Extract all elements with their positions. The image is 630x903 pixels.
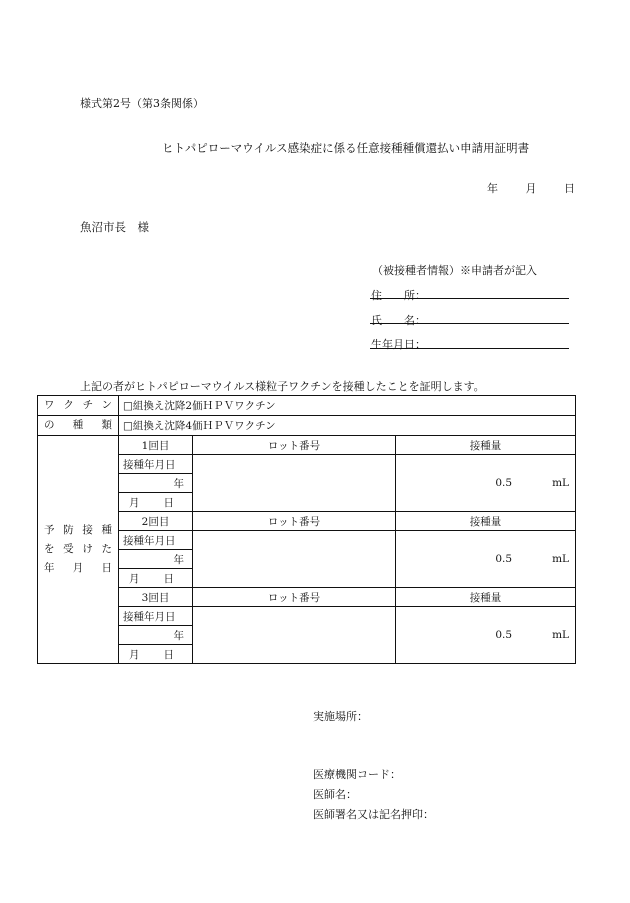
facility-code-label: 医療機関コード： — [313, 768, 401, 781]
dose-2-date-label: 接種年月日 — [119, 531, 193, 550]
dob-field[interactable] — [370, 348, 569, 349]
certification-text: 上記の者がヒトパピローマウイルス様粒子ワクチンを接種したことを証明します。 — [80, 380, 485, 393]
dose-1-amount-unit: mL — [552, 477, 569, 489]
vaccine-option-2valent[interactable]: □組換え沈降2価ＨＰＶワクチン — [119, 396, 576, 416]
location-label: 実施場所： — [313, 710, 368, 723]
form-number: 様式第2号（第3条関係） — [80, 97, 204, 110]
dose-3-amount-value: 0.5 — [495, 629, 513, 641]
dose-2-amount — [396, 531, 576, 588]
dose-1-day: 日 — [163, 496, 174, 509]
dose-2-amount-value: 0.5 — [495, 553, 513, 565]
vaccination-date-label-line2: を受けた — [44, 543, 112, 555]
vaccine-type-label-2: の種類 — [38, 416, 119, 436]
name-field[interactable] — [370, 323, 569, 324]
date-month: 月 — [525, 182, 537, 195]
vaccine-type-row-2 — [38, 416, 576, 436]
dose-1-month-day[interactable] — [119, 493, 193, 512]
dose-1-date-label: 接種年月日 — [119, 455, 193, 474]
dose-3-label: 3回目 — [119, 588, 193, 607]
dose-3-date-row — [38, 607, 576, 626]
dose-2-year[interactable]: 年 — [119, 550, 193, 569]
dose-3-year[interactable]: 年 — [119, 626, 193, 645]
dose-1-label: 1回目 — [119, 436, 193, 455]
date-day: 日 — [564, 182, 575, 195]
dose-3-amount — [396, 607, 576, 664]
dose-1-year[interactable]: 年 — [119, 474, 193, 493]
dose-1-lot-number[interactable] — [193, 455, 396, 512]
dose-1-amount-header: 接種量 — [396, 436, 576, 455]
dose-2-label: 2回目 — [119, 512, 193, 531]
dose-3-month: 月 — [129, 648, 140, 661]
vaccination-date-label-line1: 予防接種 — [44, 524, 112, 536]
dose-3-lot-header: ロット番号 — [193, 588, 396, 607]
dose-2-lot-number[interactable] — [193, 531, 396, 588]
dose-3-lot-number[interactable] — [193, 607, 396, 664]
address-field[interactable] — [370, 298, 569, 299]
vaccination-date-label-line3: 年月日 — [44, 562, 112, 574]
document-title: ヒトパピローマウイルス感染症に係る任意接種種償還払い申請用証明書 — [162, 141, 530, 155]
dose-2-date-row — [38, 531, 576, 550]
vaccination-table — [37, 395, 576, 664]
date-line — [487, 180, 575, 196]
dose-2-amount-unit: mL — [552, 553, 569, 565]
dose-2-month-day[interactable] — [119, 569, 193, 588]
dose-1-date-row — [38, 455, 576, 474]
dose-1-amount — [396, 455, 576, 512]
dob-label: 生年月日： — [371, 338, 426, 351]
dose-2-lot-header: ロット番号 — [193, 512, 396, 531]
dose-3-month-day[interactable] — [119, 645, 193, 664]
dose-2-amount-header: 接種量 — [396, 512, 576, 531]
doctor-name-label: 医師名： — [313, 788, 357, 801]
dose-1-lot-header: ロット番号 — [193, 436, 396, 455]
dose-1-header-row — [38, 436, 576, 455]
vaccine-type-row-1 — [38, 396, 576, 416]
dose-3-amount-header: 接種量 — [396, 588, 576, 607]
address-label: 住 所： — [371, 289, 426, 302]
vaccine-type-label-1: ワクチン — [38, 396, 119, 416]
dose-2-day: 日 — [163, 572, 174, 585]
dose-1-amount-value: 0.5 — [495, 477, 513, 489]
dose-2-header-row — [38, 512, 576, 531]
dose-2-month: 月 — [129, 572, 140, 585]
vaccine-option-4valent[interactable]: □組換え沈降4価ＨＰＶワクチン — [119, 416, 576, 436]
dose-1-month: 月 — [129, 496, 140, 509]
addressee: 魚沼市長 様 — [80, 220, 149, 234]
date-year: 年 — [487, 182, 498, 195]
dose-3-date-label: 接種年月日 — [119, 607, 193, 626]
name-label: 氏 名： — [371, 314, 426, 327]
dose-3-day: 日 — [163, 648, 174, 661]
dose-3-header-row — [38, 588, 576, 607]
vaccination-date-label — [38, 436, 119, 664]
signature-label: 医師署名又は記名押印： — [313, 808, 434, 821]
dose-3-amount-unit: mL — [552, 629, 569, 641]
recipient-info-heading: （被接種者情報）※申請者が記入 — [372, 264, 537, 277]
